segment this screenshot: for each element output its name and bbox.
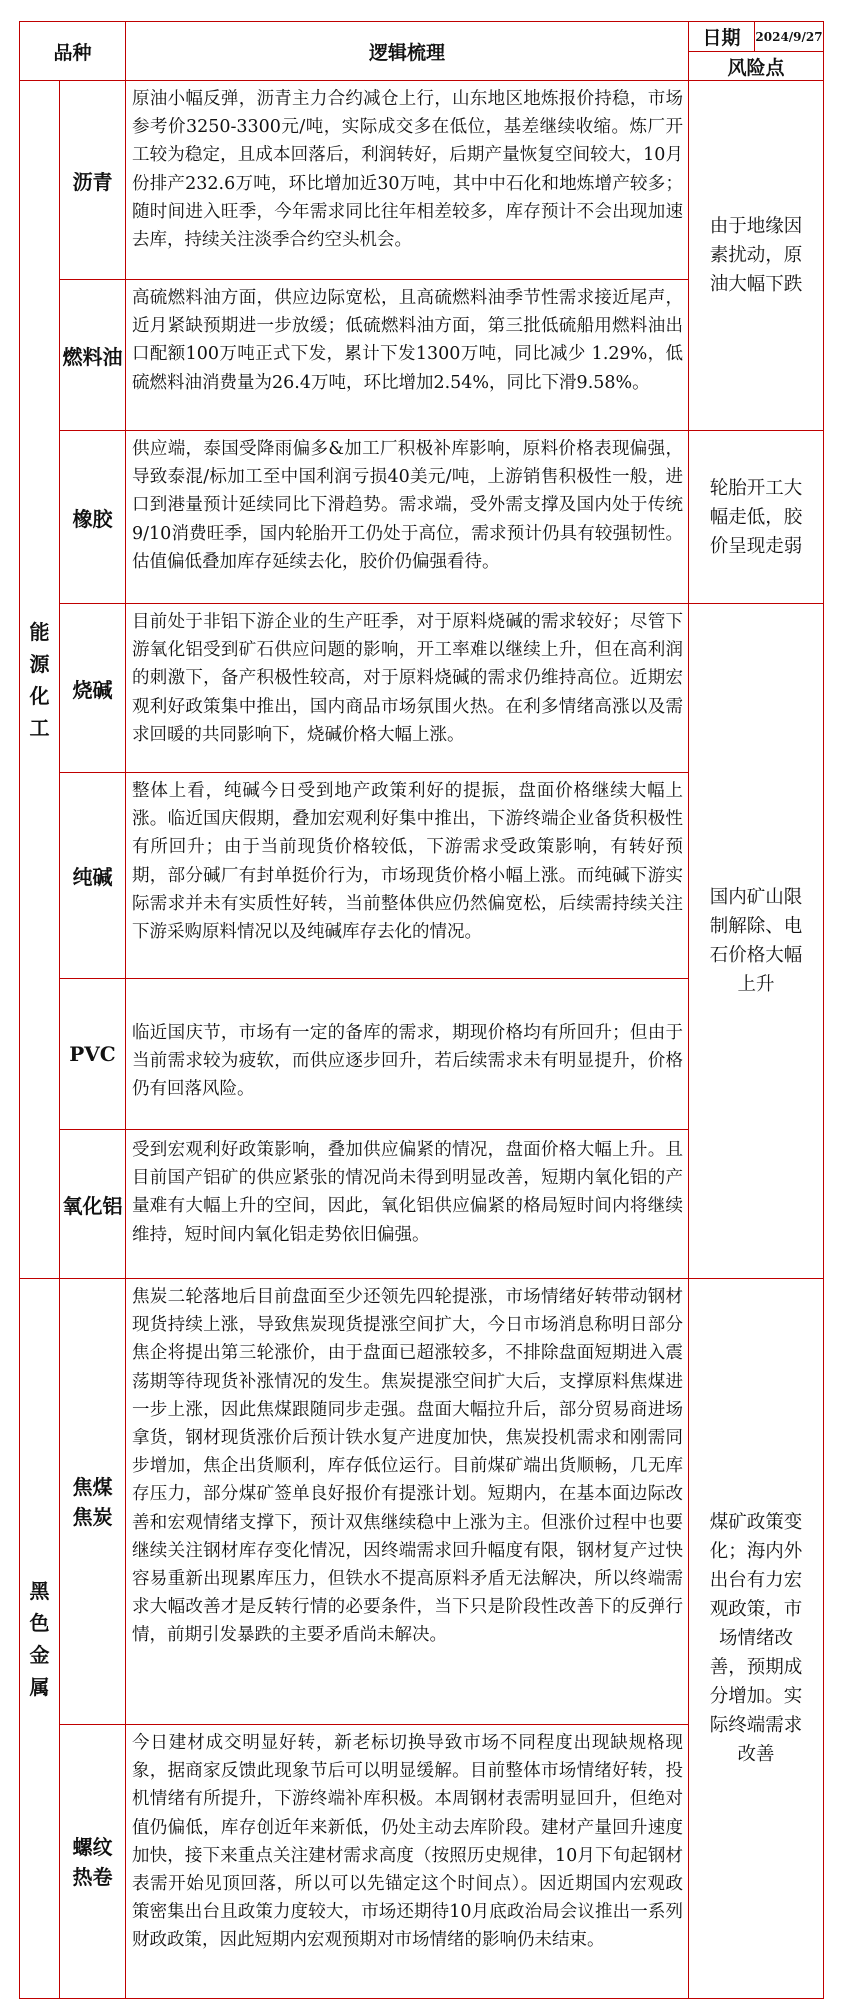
product-name: 纯碱 — [72, 865, 113, 889]
logic-pvc — [125, 978, 689, 1130]
product-pvc — [59, 978, 126, 1130]
logic-rebar-hot-coil — [125, 1724, 689, 1999]
header-date-label — [688, 21, 755, 52]
product-caustic-soda — [59, 603, 126, 773]
logic-text: 供应端，泰国受降雨偏多&加工厂积极补库影响，原料价格表现偏强，导致泰混/标加工至中国利润亏损40美元/吨，上游销售积极性一般，进口到港量预计延续同比下滑趋势。需求端，受外需支撑及国内处于传统9/10消费旺季，国内轮胎开工仍处于高位，需求预计仍具有较强韧性。估值偏低叠加库存延续去化，胶价仍偏强看待。 — [132, 439, 683, 572]
header-logic-label: 逻辑梳理 — [368, 41, 445, 64]
sector-char: 黑 — [29, 1578, 50, 1603]
logic-text: 高硫燃料油方面，供应边际宽松，且高硫燃料油季节性需求接近尾声，近月紧缺预期进一步放缓；低硫燃料油方面，第三批低硫船用燃料油出口配额100万吨正式下发，累计下发1300万吨，同比减少 1.29%，低硫燃料油消费量为26.4万吨，环比增加2.54%，同比下滑9.58%。 — [132, 288, 683, 393]
sector-char: 属 — [29, 1674, 50, 1699]
sector-energy-chemicals — [19, 80, 60, 1279]
date-label-text: 日期 — [702, 27, 741, 49]
header-variety-label: 品种 — [53, 41, 92, 64]
sector-char: 金 — [29, 1642, 50, 1667]
risk-text: 轮胎开工大幅走低，胶价呈现走弱 — [709, 477, 803, 557]
logic-text: 临近国庆节，市场有一定的备库的需求，期现价格均有所回升；但由于当前需求较为疲软，而供应逐步回升，若后续需求未有明显提升，价格仍有回落风险。 — [132, 1023, 683, 1100]
logic-coking-coal-coke — [125, 1278, 689, 1725]
logic-alumina — [125, 1129, 689, 1279]
sector-char: 能 — [29, 619, 50, 644]
product-name: 烧碱 — [72, 677, 113, 702]
sector-char: 化 — [29, 683, 50, 708]
header-risk-label: 风险点 — [727, 56, 785, 79]
risk-rubber — [688, 430, 824, 604]
logic-asphalt — [125, 80, 689, 280]
risk-oil — [688, 80, 824, 431]
risk-chemicals — [688, 603, 824, 1279]
product-rebar-hot-coil — [59, 1724, 126, 1999]
product-name: 焦煤 — [72, 1474, 113, 1499]
product-name: 螺纹 — [72, 1834, 113, 1859]
product-name: PVC — [69, 1042, 116, 1066]
product-name: 氧化铝 — [62, 1193, 123, 1218]
product-name: 燃料油 — [62, 344, 123, 369]
product-fuel-oil — [59, 279, 126, 431]
logic-text: 今日建材成交明显好转，新老标切换导致市场不同程度出现缺规格现象，据商家反馈此现象节后可以明显缓解。目前整体市场情绪好转，投机情绪有所提升，下游终端补库积极。本周钢材表需明显回升，但绝对值仍偏低，库存创近年来新低，仍处主动去库阶段。建材产量回升速度加快，接下来重点关注建材需求高度（按照历史规律，10月下旬起钢材表需开始见顶回落，所以可以先锚定这个时间点）。因近期国内宏观政策密集出台且政策力度较大，市场还期待10月底政治局会议推出一系列财政政策，因此短期内宏观预期对市场情绪的影响仍未结束。 — [132, 1733, 683, 1951]
logic-text: 焦炭二轮落地后目前盘面至少还领先四轮提涨，市场情绪好转带动钢材现货持续上涨，导致焦炭现货提涨空间扩大，今日市场消息称明日部分焦企将提出第三轮涨价，由于盘面已超涨较多，不排除盘面短期进入震荡期等待现货补涨情况的发生。焦炭提涨空间扩大后，支撑原料焦煤进一步上涨，因此焦煤跟随同步走强。盘面大幅拉升后，部分贸易商进场拿货，钢材现货涨价后预计铁水复产进度加快，焦炭投机需求和刚需同步增加，焦企出货顺利，库存低位运行。目前煤矿端出货顺畅，几无库存压力，部分煤矿签单良好报价有提涨计划。短期内，在基本面边际改善和宏观情绪支撑下，预计双焦继续稳中上涨为主。但涨价过程中也要继续关注钢材库存变化情况，因终端需求回升幅度有限，钢材复产过快容易重新出现累库压力，但铁水不提高原料矛盾无法解决，所以终端需求大幅改善才是反转行情的必要条件，当下只是阶段性改善下的反弹行情，前期引发暴跌的主要矛盾尚未解决。 — [132, 1287, 683, 1646]
product-name: 焦炭 — [72, 1504, 113, 1529]
header-date-value — [754, 21, 824, 52]
logic-text: 原油小幅反弹，沥青主力合约减仓上行，山东地区地炼报价持稳，市场参考价3250-3300元/吨，实际成交多在低位，基差继续收缩。炼厂开工较为稳定，且成本回落后，利润转好，后期产量恢复空间较大，10月份排产232.6万吨，环比增加近30万吨，其中中石化和地炼增产较多；随时间进入旺季，今年需求同比往年相差较多，库存预计不会出现加速去库，持续关注淡季合约空头机会。 — [132, 89, 683, 251]
product-soda-ash — [59, 772, 126, 979]
header-risk — [688, 51, 824, 81]
risk-text: 国内矿山限制解除、电石价格大幅上升 — [709, 887, 803, 995]
risk-text: 煤矿政策变化；海内外出台有力宏观政策，市场情绪改善，预期成分增加。实际终端需求改善 — [709, 1512, 803, 1765]
logic-caustic-soda — [125, 603, 689, 773]
logic-fuel-oil — [125, 279, 689, 431]
logic-text: 受到宏观利好政策影响，叠加供应偏紧的情况，盘面价格大幅上升。且目前国产铝矿的供应紧张的情况尚未得到明显改善，短期内氧化铝的产量难有大幅上升的空间，因此，氧化铝供应偏紧的格局短时间内将继续维持，短时间内氧化铝走势依旧偏强。 — [132, 1140, 683, 1245]
logic-rubber — [125, 430, 689, 604]
product-coking-coal-coke — [59, 1278, 126, 1725]
product-alumina — [59, 1129, 126, 1279]
product-rubber — [59, 430, 126, 604]
sector-char: 工 — [29, 715, 50, 740]
logic-soda-ash — [125, 772, 689, 979]
logic-text: 目前处于非铝下游企业的生产旺季，对于原料烧碱的需求较好；尽管下游氧化铝受到矿石供应问题的影响，开工率难以继续上升，但在高利润的刺激下，备产积极性较高，对于原料烧碱的需求仍维持高位。近期宏观利好政策集中推出，国内商品市场氛围火热。在利多情绪高涨以及需求回暖的共同影响下，烧碱价格大幅上涨。 — [132, 612, 683, 745]
date-value-text: 2024/9/27 — [755, 29, 823, 44]
header-variety — [19, 21, 126, 81]
product-name: 橡胶 — [72, 506, 113, 531]
header-logic — [125, 21, 689, 81]
product-asphalt — [59, 80, 126, 280]
risk-ferrous — [688, 1278, 824, 1999]
sector-char: 源 — [29, 651, 50, 676]
product-name: 热卷 — [72, 1864, 113, 1889]
logic-text: 整体上看，纯碱今日受到地产政策利好的提振，盘面价格继续大幅上涨。临近国庆假期，叠加宏观利好集中推出，下游终端企业备货积极性有所回升；由于当前现货价格较低，下游需求受政策影响，有转好预期，部分碱厂有封单挺价行为，市场现货价格小幅上涨。而纯碱下游实际需求并未有实质性好转，当前整体供应仍然偏宽松，后续需持续关注下游采购原料情况以及纯碱库存去化的情况。 — [132, 781, 683, 943]
risk-text: 由于地缘因素扰动，原油大幅下跌 — [709, 216, 803, 295]
sector-ferrous-metals — [19, 1278, 60, 1999]
product-name: 沥青 — [72, 169, 113, 194]
sector-char: 色 — [29, 1610, 50, 1635]
